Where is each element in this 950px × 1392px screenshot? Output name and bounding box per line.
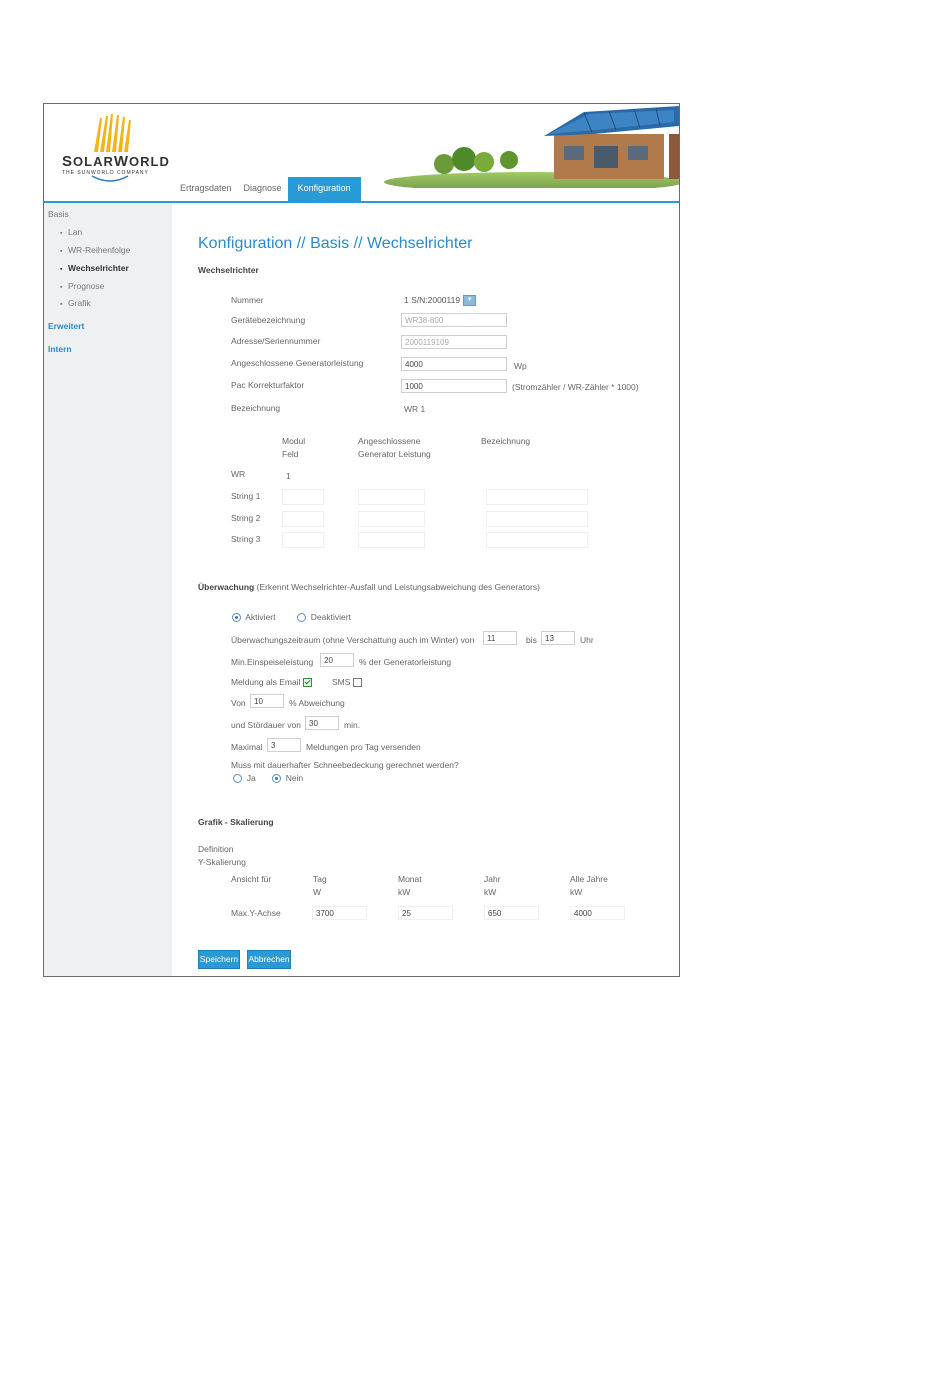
col-jahr: Jahr xyxy=(484,874,501,884)
geraet-label: Gerätebezeichnung xyxy=(231,315,306,325)
string2-modul-field[interactable] xyxy=(282,511,324,527)
ansicht-fuer-label: Ansicht für xyxy=(231,874,272,884)
maximal-unit: Meldungen pro Tag versenden xyxy=(306,742,421,752)
monitoring-heading: Überwachung xyxy=(198,582,255,592)
abweichung-field[interactable]: 10 xyxy=(250,694,284,708)
sidebar-item-wechselrichter[interactable] xyxy=(60,263,129,273)
row-string2-label: String 2 xyxy=(231,513,261,523)
radio-selected-icon xyxy=(272,774,281,783)
max-y-tag-field[interactable]: 3700 xyxy=(312,906,367,920)
col-bezeichnung: Bezeichnung xyxy=(481,436,531,446)
email-checkbox[interactable] xyxy=(303,678,312,687)
sidebar-group-basis[interactable]: Basis xyxy=(48,209,69,219)
leistung-field[interactable]: 4000 xyxy=(401,357,507,371)
abweichung-unit: % Abweichung xyxy=(289,698,345,708)
col-alle-jahre: Alle Jahre xyxy=(570,874,608,884)
col-tag-unit: W xyxy=(313,887,322,897)
row-wr-label: WR xyxy=(231,469,246,479)
zeitraum-von-field[interactable]: 11 xyxy=(483,631,517,645)
stoerdauer-unit: min. xyxy=(344,720,361,730)
uhr-label: Uhr xyxy=(580,635,594,645)
bullet-icon: ▪ xyxy=(60,248,63,255)
sidebar-item-prognose[interactable] xyxy=(60,281,104,291)
meldung-email-row xyxy=(231,677,312,687)
geraet-field[interactable]: WR38-800 xyxy=(401,313,507,327)
grafik-yskalierung: Y-Skalierung xyxy=(198,857,246,867)
zeitraum-label: Überwachungszeitraum (ohne Verschattung auch im Winter) von xyxy=(231,635,475,645)
meldung-email-label: Meldung als Email xyxy=(231,677,301,687)
leistung-label: Angeschlossene Generatorleistung xyxy=(231,358,364,368)
solarworld-logo[interactable] xyxy=(62,114,172,184)
sidebar-group-erweitert[interactable]: Erweitert xyxy=(48,321,85,331)
pac-note: (Stromzähler / WR-Zähler * 1000) xyxy=(512,382,639,392)
sidebar-item-wr-reihenfolge[interactable] xyxy=(60,245,130,255)
sun-rays-icon xyxy=(90,114,134,152)
chevron-down-icon[interactable]: ▼ xyxy=(463,295,476,306)
sms-label: SMS xyxy=(332,677,351,687)
string1-modul-field[interactable] xyxy=(282,489,324,505)
pac-label: Pac Korrekturfaktor xyxy=(231,380,305,390)
row-string3-label: String 3 xyxy=(231,534,261,544)
zeitraum-bis-field[interactable]: 13 xyxy=(541,631,575,645)
sidebar-group-intern[interactable]: Intern xyxy=(48,344,72,354)
cancel-button[interactable]: Abbrechen xyxy=(247,950,291,969)
string2-leistung-field[interactable] xyxy=(358,511,425,527)
bezeichnung-value: WR 1 xyxy=(404,404,426,414)
save-button[interactable]: Speichern xyxy=(198,950,240,969)
sidebar-item-lan[interactable] xyxy=(60,227,82,237)
row-wr-modul: 1 xyxy=(286,471,291,481)
col-feld: Feld xyxy=(282,449,299,459)
bullet-icon: ▪ xyxy=(60,301,63,308)
col-generator-leistung: Generator Leistung xyxy=(358,449,431,459)
string3-leistung-field[interactable] xyxy=(358,532,425,548)
leistung-unit: Wp xyxy=(514,361,527,371)
row-string1-label: String 1 xyxy=(231,491,261,501)
max-y-monat-field[interactable]: 25 xyxy=(398,906,453,920)
monitoring-heading-note: (Erkennt Wechselrichter-Ausfall und Leistungsabweichung des Generators) xyxy=(256,582,540,592)
min-einspeise-label: Min.Einspeiseleistung xyxy=(231,657,314,667)
col-monat-unit: kW xyxy=(398,887,411,897)
bullet-icon: ▪ xyxy=(60,284,63,291)
sidebar-item-label: Lan xyxy=(68,227,83,237)
monitoring-heading-row xyxy=(198,582,540,592)
bullet-icon: ▪ xyxy=(60,266,63,273)
adresse-label: Adresse/Seriennummer xyxy=(231,336,321,346)
pac-field[interactable]: 1000 xyxy=(401,379,507,393)
nummer-select[interactable] xyxy=(404,295,476,306)
maximal-label: Maximal xyxy=(231,742,263,752)
radio-empty-icon xyxy=(297,613,306,622)
bullet-icon: ▪ xyxy=(60,230,63,237)
sidebar xyxy=(44,203,172,976)
string1-bez-field[interactable] xyxy=(486,489,588,505)
col-jahr-unit: kW xyxy=(484,887,497,897)
tab-konfiguration[interactable]: Konfiguration xyxy=(288,177,361,201)
sidebar-item-grafik[interactable] xyxy=(60,298,91,308)
grafik-heading: Grafik - Skalierung xyxy=(198,817,274,827)
main-tabs xyxy=(174,177,361,201)
string1-leistung-field[interactable] xyxy=(358,489,425,505)
sidebar-item-label: WR-Reihenfolge xyxy=(68,245,131,255)
von-abweichung-label: Von xyxy=(231,698,246,708)
schnee-question: Muss mit dauerhafter Schneebedeckung gerechnet werden? xyxy=(231,760,459,770)
sms-row xyxy=(332,677,362,687)
logo-tagline: THE SUNWORLD COMPANY xyxy=(62,170,149,176)
maximal-field[interactable]: 3 xyxy=(267,738,301,752)
col-modul: Modul xyxy=(282,436,306,446)
sidebar-item-label: Prognose xyxy=(68,281,105,291)
schnee-ja-radio[interactable] xyxy=(233,773,256,783)
tab-ertragsdaten[interactable]: Ertragsdaten xyxy=(180,183,232,193)
grafik-definition: Definition xyxy=(198,844,234,854)
col-monat: Monat xyxy=(398,874,422,884)
sidebar-item-label: Wechselrichter xyxy=(68,263,129,273)
sidebar-item-label: Grafik xyxy=(68,298,91,308)
radio-selected-icon xyxy=(232,613,241,622)
col-alle-jahre-unit: kW xyxy=(570,887,583,897)
max-y-alle-jahre-field[interactable]: 4000 xyxy=(570,906,625,920)
radio-empty-icon xyxy=(233,774,242,783)
tab-diagnose[interactable]: Diagnose xyxy=(243,183,282,193)
sms-checkbox[interactable] xyxy=(353,678,362,687)
max-y-jahr-field[interactable]: 650 xyxy=(484,906,539,920)
deaktiviert-radio[interactable] xyxy=(297,612,351,622)
string3-bez-field[interactable] xyxy=(486,532,588,548)
col-angeschlossene: Angeschlossene xyxy=(358,436,421,446)
col-tag: Tag xyxy=(313,874,327,884)
nein-label: Nein xyxy=(285,773,304,783)
aktiviert-label: Aktiviert xyxy=(245,612,276,622)
solar-house-image xyxy=(384,104,679,188)
string2-bez-field[interactable] xyxy=(486,511,588,527)
aktiviert-radio[interactable] xyxy=(232,612,276,622)
nummer-label: Nummer xyxy=(231,295,264,305)
string3-modul-field[interactable] xyxy=(282,532,324,548)
max-y-achse-label: Max.Y-Achse xyxy=(231,908,281,918)
min-einspeise-unit: % der Generatorleistung xyxy=(359,657,452,667)
header xyxy=(44,104,679,201)
logo-swoosh-icon xyxy=(90,174,130,184)
min-einspeise-field[interactable]: 20 xyxy=(320,653,354,667)
page-title: Konfiguration // Basis // Wechselrichter xyxy=(198,235,473,252)
schnee-nein-radio[interactable] xyxy=(272,773,303,783)
nummer-select-value: 1 S/N:2000119 xyxy=(404,295,461,305)
app-window xyxy=(43,103,680,977)
bis-label: bis xyxy=(526,635,537,645)
stoerdauer-label: und Stördauer von xyxy=(231,720,301,730)
logo-wordmark: SOLARWORLD xyxy=(62,153,170,170)
stoerdauer-field[interactable]: 30 xyxy=(305,716,339,730)
deaktiviert-label: Deaktiviert xyxy=(310,612,351,622)
bezeichnung-label: Bezeichnung xyxy=(231,403,281,413)
ja-label: Ja xyxy=(246,773,256,783)
section-heading-wechselrichter: Wechselrichter xyxy=(198,265,259,275)
adresse-field[interactable]: 2000119109 xyxy=(401,335,507,349)
